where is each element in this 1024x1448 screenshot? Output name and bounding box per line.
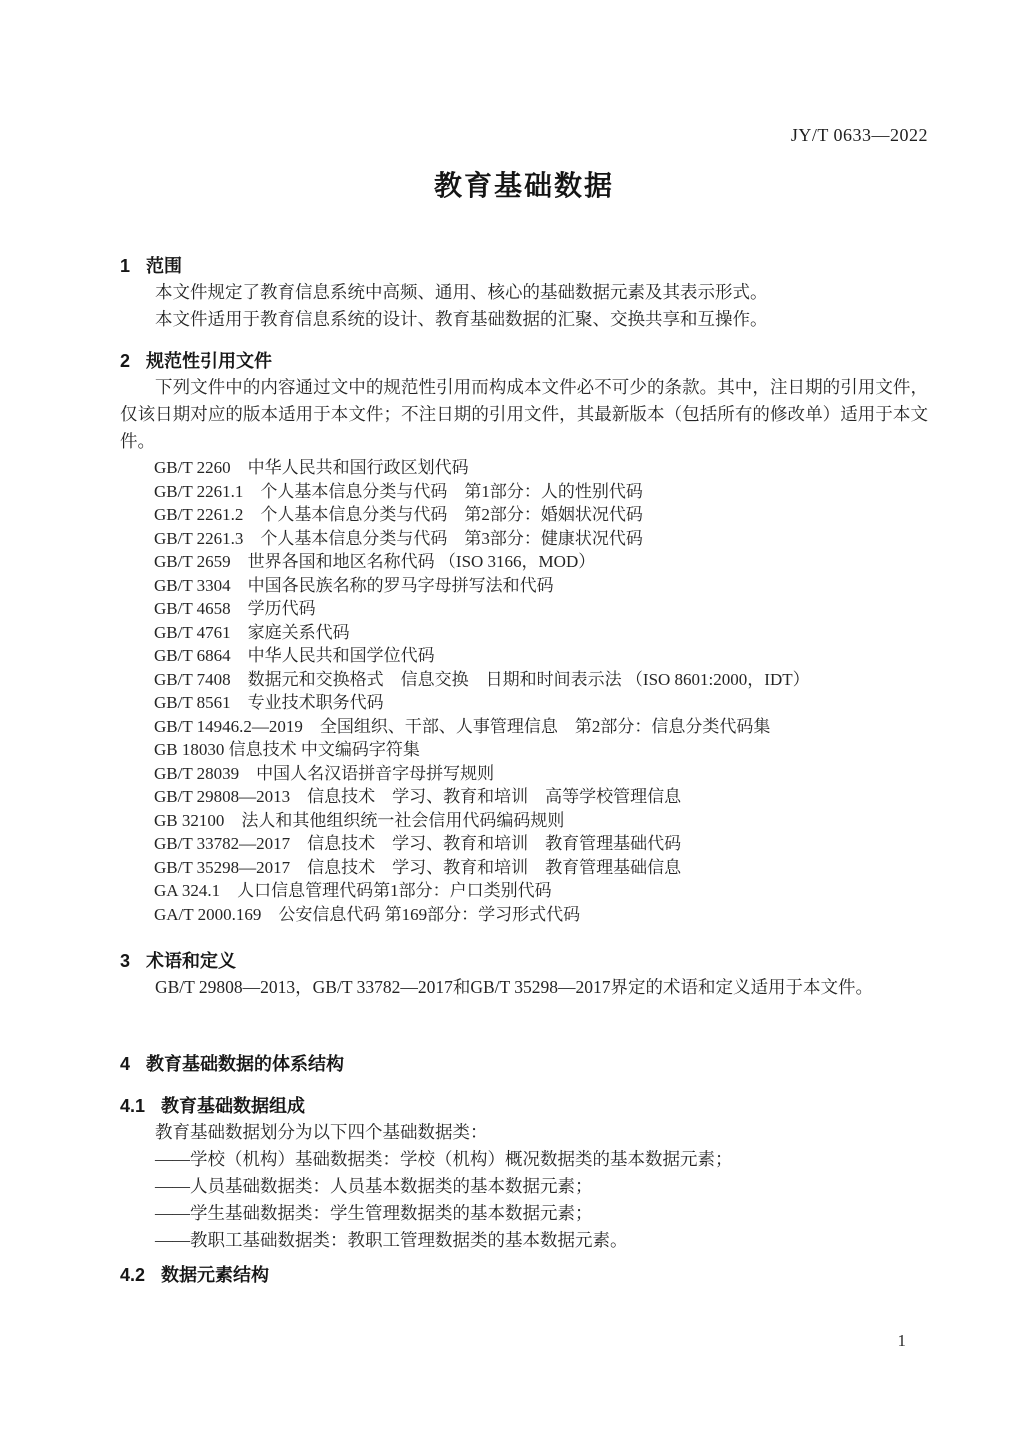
clause-2-heading bbox=[120, 348, 928, 374]
reference-item: GA/T 2000.169 公安信息代码 第169部分：学习形式代码 bbox=[154, 904, 581, 924]
list-item: ——学生基础数据类：学生管理数据类的基本数据元素； bbox=[155, 1203, 593, 1223]
clause-4-number: 4 bbox=[120, 1054, 131, 1074]
list-item: ——学校（机构）基础数据类：学校（机构）概况数据类的基本数据元素； bbox=[155, 1149, 733, 1169]
reference-item: GB/T 2659 世界各国和地区名称代码 （ISO 3166，MOD） bbox=[154, 552, 596, 571]
clause-1-title: 范围 bbox=[146, 256, 183, 276]
reference-item: GB/T 8561 专业技术职务代码 bbox=[154, 693, 384, 712]
reference-item: GB 32100 法人和其他组织统一社会信用代码编码规则 bbox=[154, 810, 565, 830]
terms-paragraph: GB/T 29808—2013，GB/T 33782—2017和GB/T 35298—2017界定的术语和定义适用于本文件。 bbox=[155, 977, 874, 997]
clause-4-1-title: 教育基础数据组成 bbox=[161, 1096, 306, 1116]
reference-item: GB/T 2261.3 个人基本信息分类与代码 第3部分：健康状况代码 bbox=[154, 528, 643, 548]
reference-item: GB/T 2261.2 个人基本信息分类与代码 第2部分：婚姻状况代码 bbox=[154, 505, 643, 524]
clause-4-2-number: 4.2 bbox=[120, 1265, 146, 1285]
reference-item: GB/T 4761 家庭关系代码 bbox=[154, 622, 350, 642]
reference-item: GB 18030 信息技术 中文编码字符集 bbox=[154, 740, 420, 759]
reference-item: GB/T 33782—2017 信息技术 学习、教育和培训 教育管理基础代码 bbox=[154, 834, 682, 853]
scope-paragraph-1: 本文件规定了教育信息系统中高频、通用、核心的基础数据元素及其表示形式。 bbox=[155, 282, 768, 302]
reference-item: GB/T 4658 学历代码 bbox=[154, 599, 316, 618]
document-title: 教育基础数据 bbox=[433, 170, 614, 201]
composition-intro-paragraph: 教育基础数据划分为以下四个基础数据类： bbox=[155, 1122, 488, 1142]
page-content bbox=[0, 124, 1024, 1288]
clause-4-heading bbox=[120, 1051, 928, 1077]
reference-item: GA 324.1 人口信息管理代码第1部分：户口类别代码 bbox=[154, 881, 552, 900]
clause-1-heading bbox=[120, 253, 928, 279]
reference-item: GB/T 14946.2—2019 全国组织、干部、人事管理信息 第2部分：信息分类代码集 bbox=[154, 716, 771, 736]
reference-item: GB/T 29808—2013 信息技术 学习、教育和培训 高等学校管理信息 bbox=[154, 787, 682, 806]
clause-3-title: 术语和定义 bbox=[146, 951, 237, 971]
reference-item: GB/T 2261.1 个人基本信息分类与代码 第1部分：人的性别代码 bbox=[154, 481, 643, 501]
clause-1-number: 1 bbox=[120, 256, 131, 276]
clause-4-2-heading bbox=[120, 1262, 928, 1288]
list-item: ——人员基础数据类：人员基本数据类的基本数据元素； bbox=[155, 1176, 593, 1196]
clause-4-2-title: 数据元素结构 bbox=[161, 1265, 270, 1285]
clause-4-1-heading bbox=[120, 1093, 928, 1119]
clause-4-title: 教育基础数据的体系结构 bbox=[146, 1054, 345, 1074]
clause-3-number: 3 bbox=[120, 951, 131, 971]
list-item: ——教职工基础数据类：教职工管理数据类的基本数据元素。 bbox=[155, 1230, 628, 1250]
page-number: 1 bbox=[897, 1331, 906, 1350]
clause-3-heading bbox=[120, 948, 928, 974]
reference-item: GB/T 3304 中国各民族名称的罗马字母拼写法和代码 bbox=[154, 575, 554, 595]
reference-item: GB/T 2260 中华人民共和国行政区划代码 bbox=[154, 458, 469, 477]
reference-item: GB/T 28039 中国人名汉语拼音字母拼写规则 bbox=[154, 763, 495, 783]
scope-paragraph-2: 本文件适用于教育信息系统的设计、教育基础数据的汇聚、交换共享和互操作。 bbox=[155, 309, 768, 329]
reference-list bbox=[120, 456, 928, 926]
composition-list bbox=[120, 1146, 928, 1254]
reference-item: GB/T 6864 中华人民共和国学位代码 bbox=[154, 646, 435, 665]
reference-item: GB/T 35298—2017 信息技术 学习、教育和培训 教育管理基础信息 bbox=[154, 857, 682, 877]
clause-2-title: 规范性引用文件 bbox=[146, 351, 273, 371]
standard-code: JY/T 0633—2022 bbox=[790, 125, 928, 145]
normative-intro-paragraph: 下列文件中的内容通过文中的规范性引用而构成本文件必不可少的条款。其中，注日期的引用文件，仅该日期对应的版本适用于本文件；不注日期的引用文件，其最新版本（包括所有的修改单）适用于本文件。 bbox=[120, 377, 928, 451]
reference-item: GB/T 7408 数据元和交换格式 信息交换 日期和时间表示法 （ISO 8601:2000，IDT） bbox=[154, 669, 810, 689]
clause-4-1-number: 4.1 bbox=[120, 1096, 146, 1116]
clause-2-number: 2 bbox=[120, 351, 131, 371]
